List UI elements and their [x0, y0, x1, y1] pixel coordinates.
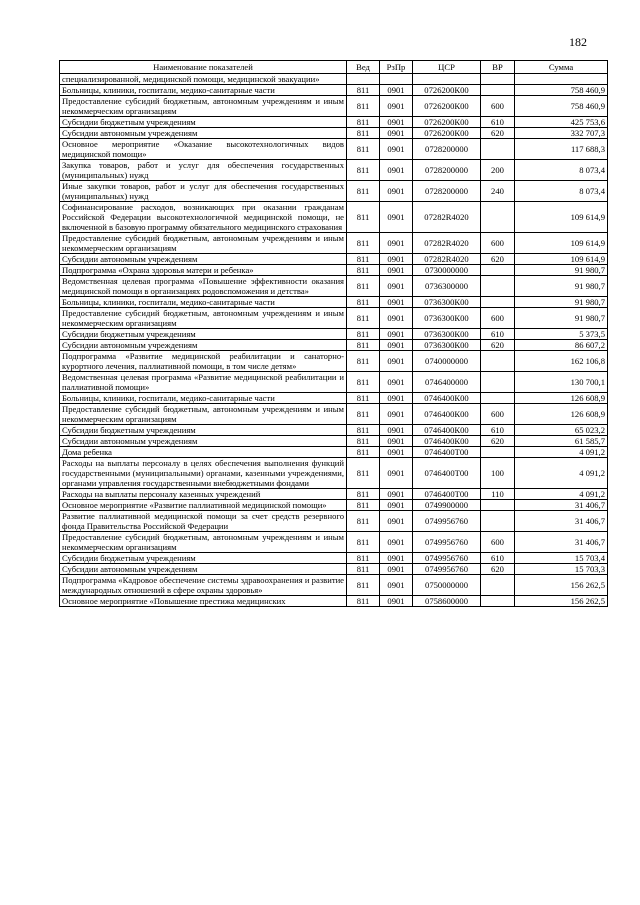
row-rzpr-cell — [380, 74, 413, 85]
row-rzpr-cell: 0901 — [380, 351, 413, 372]
row-name-cell: Субсидии бюджетным учреждениям — [60, 329, 347, 340]
row-sum-cell: 109 614,9 — [515, 202, 608, 233]
row-rzpr-cell: 0901 — [380, 329, 413, 340]
row-ved-cell: 811 — [347, 254, 380, 265]
row-csr-cell: 0746400К00 — [413, 436, 481, 447]
row-vr-cell: 200 — [481, 160, 515, 181]
row-csr-cell: 0726200К00 — [413, 96, 481, 117]
page-number: 182 — [569, 35, 587, 49]
table-row — [60, 329, 608, 340]
row-rzpr-cell: 0901 — [380, 254, 413, 265]
row-rzpr-cell: 0901 — [380, 404, 413, 425]
row-csr-cell: 0726200К00 — [413, 117, 481, 128]
table-row — [60, 532, 608, 553]
row-sum-cell: 162 106,8 — [515, 351, 608, 372]
header-rzpr: РзПр — [380, 61, 413, 74]
row-sum-cell: 15 703,3 — [515, 564, 608, 575]
row-vr-cell: 110 — [481, 489, 515, 500]
row-csr-cell: 0736300000 — [413, 276, 481, 297]
row-vr-cell — [481, 74, 515, 85]
row-ved-cell: 811 — [347, 553, 380, 564]
row-name-cell: Дома ребенка — [60, 447, 347, 458]
row-rzpr-cell: 0901 — [380, 511, 413, 532]
header-ved: Вед — [347, 61, 380, 74]
row-sum-cell: 91 980,7 — [515, 297, 608, 308]
row-rzpr-cell: 0901 — [380, 532, 413, 553]
row-vr-cell — [481, 265, 515, 276]
row-sum-cell: 86 607,2 — [515, 340, 608, 351]
row-csr-cell: 0746400К00 — [413, 404, 481, 425]
row-sum-cell: 109 614,9 — [515, 233, 608, 254]
row-sum-cell: 332 707,3 — [515, 128, 608, 139]
row-vr-cell: 600 — [481, 308, 515, 329]
row-sum-cell: 126 608,9 — [515, 404, 608, 425]
row-sum-cell: 4 091,2 — [515, 489, 608, 500]
row-ved-cell: 811 — [347, 297, 380, 308]
row-name-cell: Субсидии автономным учреждениям — [60, 436, 347, 447]
row-rzpr-cell: 0901 — [380, 458, 413, 489]
row-vr-cell: 100 — [481, 458, 515, 489]
row-name-cell: Предоставление субсидий бюджетным, автономным учреждениям и иным некоммерческим организациям — [60, 532, 347, 553]
row-ved-cell: 811 — [347, 500, 380, 511]
row-rzpr-cell: 0901 — [380, 447, 413, 458]
row-vr-cell — [481, 139, 515, 160]
table-row — [60, 351, 608, 372]
row-vr-cell: 610 — [481, 117, 515, 128]
row-rzpr-cell: 0901 — [380, 425, 413, 436]
row-rzpr-cell: 0901 — [380, 96, 413, 117]
row-name-cell: Развитие паллиативной медицинской помощи за счет средств резервного фонда Правительства Российской Федерации — [60, 511, 347, 532]
row-rzpr-cell: 0901 — [380, 233, 413, 254]
row-name-cell: специализированной, медицинской помощи, медицинской эвакуации» — [60, 74, 347, 85]
row-vr-cell: 610 — [481, 425, 515, 436]
table-header-row — [60, 61, 608, 74]
row-sum-cell — [515, 74, 608, 85]
row-sum-cell: 117 688,3 — [515, 139, 608, 160]
row-rzpr-cell: 0901 — [380, 181, 413, 202]
row-csr-cell: 0750000000 — [413, 575, 481, 596]
row-vr-cell — [481, 297, 515, 308]
row-vr-cell: 620 — [481, 564, 515, 575]
row-ved-cell: 811 — [347, 233, 380, 254]
row-sum-cell: 425 753,6 — [515, 117, 608, 128]
row-name-cell: Предоставление субсидий бюджетным, автономным учреждениям и иным некоммерческим организациям — [60, 308, 347, 329]
row-vr-cell — [481, 372, 515, 393]
row-name-cell: Предоставление субсидий бюджетным, автономным учреждениям и иным некоммерческим организациям — [60, 96, 347, 117]
row-vr-cell: 620 — [481, 436, 515, 447]
row-rzpr-cell: 0901 — [380, 265, 413, 276]
row-sum-cell: 15 703,4 — [515, 553, 608, 564]
row-csr-cell: 0758600000 — [413, 596, 481, 607]
row-vr-cell — [481, 351, 515, 372]
row-csr-cell: 0726200К00 — [413, 128, 481, 139]
row-rzpr-cell: 0901 — [380, 575, 413, 596]
table-row — [60, 96, 608, 117]
row-name-cell: Основное мероприятие «Развитие паллиативной медицинской помощи» — [60, 500, 347, 511]
row-sum-cell: 126 608,9 — [515, 393, 608, 404]
row-sum-cell: 91 980,7 — [515, 265, 608, 276]
row-sum-cell: 5 373,5 — [515, 329, 608, 340]
row-ved-cell: 811 — [347, 511, 380, 532]
header-csr: ЦСР — [413, 61, 481, 74]
table-row — [60, 553, 608, 564]
row-name-cell: Субсидии бюджетным учреждениям — [60, 425, 347, 436]
table-row — [60, 276, 608, 297]
row-ved-cell: 811 — [347, 202, 380, 233]
row-rzpr-cell: 0901 — [380, 139, 413, 160]
table-row — [60, 297, 608, 308]
row-vr-cell: 610 — [481, 329, 515, 340]
row-csr-cell: 0740000000 — [413, 351, 481, 372]
row-csr-cell: 07282R4020 — [413, 254, 481, 265]
row-rzpr-cell: 0901 — [380, 202, 413, 233]
header-vr: ВР — [481, 61, 515, 74]
row-csr-cell: 0728200000 — [413, 139, 481, 160]
row-sum-cell: 758 460,9 — [515, 96, 608, 117]
row-csr-cell: 0728200000 — [413, 160, 481, 181]
row-rzpr-cell: 0901 — [380, 372, 413, 393]
row-rzpr-cell: 0901 — [380, 564, 413, 575]
row-csr-cell: 0749956760 — [413, 511, 481, 532]
row-vr-cell: 610 — [481, 553, 515, 564]
row-name-cell: Подпрограмма «Кадровое обеспечение системы здравоохранения и развитие международных отношений в сфере охраны здоровья» — [60, 575, 347, 596]
row-name-cell: Ведомственная целевая программа «Повышение эффективности оказания медицинской помощи в организациях родовспоможения и детства» — [60, 276, 347, 297]
row-name-cell: Субсидии бюджетным учреждениям — [60, 553, 347, 564]
row-csr-cell: 0736300К00 — [413, 297, 481, 308]
row-ved-cell: 811 — [347, 447, 380, 458]
row-vr-cell: 620 — [481, 254, 515, 265]
row-csr-cell: 0749956760 — [413, 564, 481, 575]
row-name-cell: Субсидии автономным учреждениям — [60, 128, 347, 139]
table-row — [60, 160, 608, 181]
row-ved-cell: 811 — [347, 181, 380, 202]
row-sum-cell: 109 614,9 — [515, 254, 608, 265]
row-csr-cell: 0746400000 — [413, 372, 481, 393]
row-rzpr-cell: 0901 — [380, 553, 413, 564]
row-name-cell: Субсидии автономным учреждениям — [60, 564, 347, 575]
row-csr-cell: 0726200К00 — [413, 85, 481, 96]
row-ved-cell: 811 — [347, 372, 380, 393]
table-row — [60, 511, 608, 532]
header-name: Наименование показателей — [60, 61, 347, 74]
row-vr-cell — [481, 393, 515, 404]
table-row — [60, 85, 608, 96]
row-vr-cell: 620 — [481, 340, 515, 351]
row-csr-cell: 0749956760 — [413, 532, 481, 553]
table-row — [60, 596, 608, 607]
table-row — [60, 404, 608, 425]
row-vr-cell: 600 — [481, 96, 515, 117]
table-row — [60, 308, 608, 329]
table-row — [60, 393, 608, 404]
table-row — [60, 74, 608, 85]
table-row — [60, 436, 608, 447]
row-name-cell: Больницы, клиники, госпитали, медико-санитарные части — [60, 393, 347, 404]
row-sum-cell: 8 073,4 — [515, 181, 608, 202]
row-vr-cell: 620 — [481, 128, 515, 139]
row-name-cell: Основное мероприятие «Оказание высокотехнологичных видов медицинской помощи» — [60, 139, 347, 160]
row-ved-cell: 811 — [347, 308, 380, 329]
row-rzpr-cell: 0901 — [380, 393, 413, 404]
table-row — [60, 139, 608, 160]
row-sum-cell: 91 980,7 — [515, 276, 608, 297]
budget-table — [59, 60, 608, 607]
row-csr-cell: 0728200000 — [413, 181, 481, 202]
row-vr-cell — [481, 276, 515, 297]
row-csr-cell: 07282R4020 — [413, 202, 481, 233]
row-ved-cell: 811 — [347, 532, 380, 553]
row-csr-cell: 0736300К00 — [413, 308, 481, 329]
row-vr-cell — [481, 596, 515, 607]
row-csr-cell: 07282R4020 — [413, 233, 481, 254]
row-name-cell: Субсидии автономным учреждениям — [60, 340, 347, 351]
row-sum-cell: 4 091,2 — [515, 447, 608, 458]
row-name-cell: Больницы, клиники, госпитали, медико-санитарные части — [60, 85, 347, 96]
row-rzpr-cell: 0901 — [380, 500, 413, 511]
row-ved-cell: 811 — [347, 117, 380, 128]
row-ved-cell — [347, 74, 380, 85]
table-row — [60, 181, 608, 202]
table-row — [60, 254, 608, 265]
table-row — [60, 117, 608, 128]
row-name-cell: Больницы, клиники, госпитали, медико-санитарные части — [60, 297, 347, 308]
row-sum-cell: 31 406,7 — [515, 500, 608, 511]
table-row — [60, 500, 608, 511]
row-vr-cell: 600 — [481, 532, 515, 553]
row-rzpr-cell: 0901 — [380, 308, 413, 329]
row-ved-cell: 811 — [347, 128, 380, 139]
table-row — [60, 202, 608, 233]
row-csr-cell — [413, 74, 481, 85]
row-ved-cell: 811 — [347, 85, 380, 96]
row-rzpr-cell: 0901 — [380, 489, 413, 500]
row-vr-cell — [481, 511, 515, 532]
row-ved-cell: 811 — [347, 276, 380, 297]
row-name-cell: Расходы на выплаты персоналу казенных учреждений — [60, 489, 347, 500]
row-name-cell: Подпрограмма «Охрана здоровья матери и ребенка» — [60, 265, 347, 276]
row-sum-cell: 61 585,7 — [515, 436, 608, 447]
row-ved-cell: 811 — [347, 160, 380, 181]
row-vr-cell: 240 — [481, 181, 515, 202]
row-ved-cell: 811 — [347, 404, 380, 425]
row-vr-cell: 600 — [481, 233, 515, 254]
row-rzpr-cell: 0901 — [380, 596, 413, 607]
table-row — [60, 458, 608, 489]
row-csr-cell: 0746400К00 — [413, 425, 481, 436]
row-ved-cell: 811 — [347, 489, 380, 500]
row-sum-cell: 65 023,2 — [515, 425, 608, 436]
row-name-cell: Ведомственная целевая программа «Развитие медицинской реабилитации и паллиативной помощи» — [60, 372, 347, 393]
row-csr-cell: 0749900000 — [413, 500, 481, 511]
header-sum: Сумма — [515, 61, 608, 74]
table-row — [60, 447, 608, 458]
row-sum-cell: 31 406,7 — [515, 511, 608, 532]
row-ved-cell: 811 — [347, 458, 380, 489]
table-row — [60, 425, 608, 436]
row-csr-cell: 0746400К00 — [413, 393, 481, 404]
row-vr-cell — [481, 202, 515, 233]
table-row — [60, 564, 608, 575]
row-ved-cell: 811 — [347, 96, 380, 117]
row-ved-cell: 811 — [347, 265, 380, 276]
row-rzpr-cell: 0901 — [380, 340, 413, 351]
row-rzpr-cell: 0901 — [380, 85, 413, 96]
table-row — [60, 575, 608, 596]
row-ved-cell: 811 — [347, 575, 380, 596]
row-name-cell: Иные закупки товаров, работ и услуг для обеспечения государственных (муниципальных) нужд — [60, 181, 347, 202]
table-row — [60, 340, 608, 351]
table-row — [60, 265, 608, 276]
row-rzpr-cell: 0901 — [380, 160, 413, 181]
row-name-cell: Подпрограмма «Развитие медицинской реабилитации и санаторно-курортного лечения, паллиативной помощи, в том числе детям» — [60, 351, 347, 372]
row-ved-cell: 811 — [347, 564, 380, 575]
row-ved-cell: 811 — [347, 329, 380, 340]
row-csr-cell: 0749956760 — [413, 553, 481, 564]
row-csr-cell: 0736300К00 — [413, 329, 481, 340]
table-row — [60, 128, 608, 139]
row-csr-cell: 0746400Т00 — [413, 447, 481, 458]
table-row — [60, 233, 608, 254]
row-name-cell: Субсидии бюджетным учреждениям — [60, 117, 347, 128]
row-vr-cell — [481, 85, 515, 96]
row-ved-cell: 811 — [347, 139, 380, 160]
row-name-cell: Субсидии автономным учреждениям — [60, 254, 347, 265]
row-sum-cell: 4 091,2 — [515, 458, 608, 489]
row-sum-cell: 91 980,7 — [515, 308, 608, 329]
row-csr-cell: 0736300К00 — [413, 340, 481, 351]
row-rzpr-cell: 0901 — [380, 276, 413, 297]
row-rzpr-cell: 0901 — [380, 436, 413, 447]
row-sum-cell: 8 073,4 — [515, 160, 608, 181]
row-name-cell: Основное мероприятие «Повышение престижа медицинских — [60, 596, 347, 607]
row-rzpr-cell: 0901 — [380, 297, 413, 308]
row-rzpr-cell: 0901 — [380, 117, 413, 128]
row-csr-cell: 0746400Т00 — [413, 458, 481, 489]
row-ved-cell: 811 — [347, 425, 380, 436]
table-row — [60, 372, 608, 393]
row-ved-cell: 811 — [347, 340, 380, 351]
row-csr-cell: 0730000000 — [413, 265, 481, 276]
row-ved-cell: 811 — [347, 351, 380, 372]
row-ved-cell: 811 — [347, 436, 380, 447]
row-name-cell: Предоставление субсидий бюджетным, автономным учреждениям и иным некоммерческим организациям — [60, 404, 347, 425]
row-name-cell: Расходы на выплаты персоналу в целях обеспечения выполнения функций государственными (муниципальными) органами, казенными учреждениями, органами управления государственными внебюджетными фондами — [60, 458, 347, 489]
row-sum-cell: 31 406,7 — [515, 532, 608, 553]
table-body — [60, 74, 608, 607]
row-vr-cell: 600 — [481, 404, 515, 425]
row-vr-cell — [481, 500, 515, 511]
row-sum-cell: 156 262,5 — [515, 575, 608, 596]
row-vr-cell — [481, 575, 515, 596]
row-sum-cell: 156 262,5 — [515, 596, 608, 607]
row-ved-cell: 811 — [347, 393, 380, 404]
row-ved-cell: 811 — [347, 596, 380, 607]
row-name-cell: Предоставление субсидий бюджетным, автономным учреждениям и иным некоммерческим организациям — [60, 233, 347, 254]
table-row — [60, 489, 608, 500]
row-name-cell: Софинансирование расходов, возникающих при оказании гражданам Российской Федерации высокотехнологичной медицинской помощи, не включенной в базовую программу обязательного медицинского страхования — [60, 202, 347, 233]
row-name-cell: Закупка товаров, работ и услуг для обеспечения государственных (муниципальных) нужд — [60, 160, 347, 181]
row-csr-cell: 0746400Т00 — [413, 489, 481, 500]
row-rzpr-cell: 0901 — [380, 128, 413, 139]
row-sum-cell: 758 460,9 — [515, 85, 608, 96]
row-vr-cell — [481, 447, 515, 458]
row-sum-cell: 130 700,1 — [515, 372, 608, 393]
